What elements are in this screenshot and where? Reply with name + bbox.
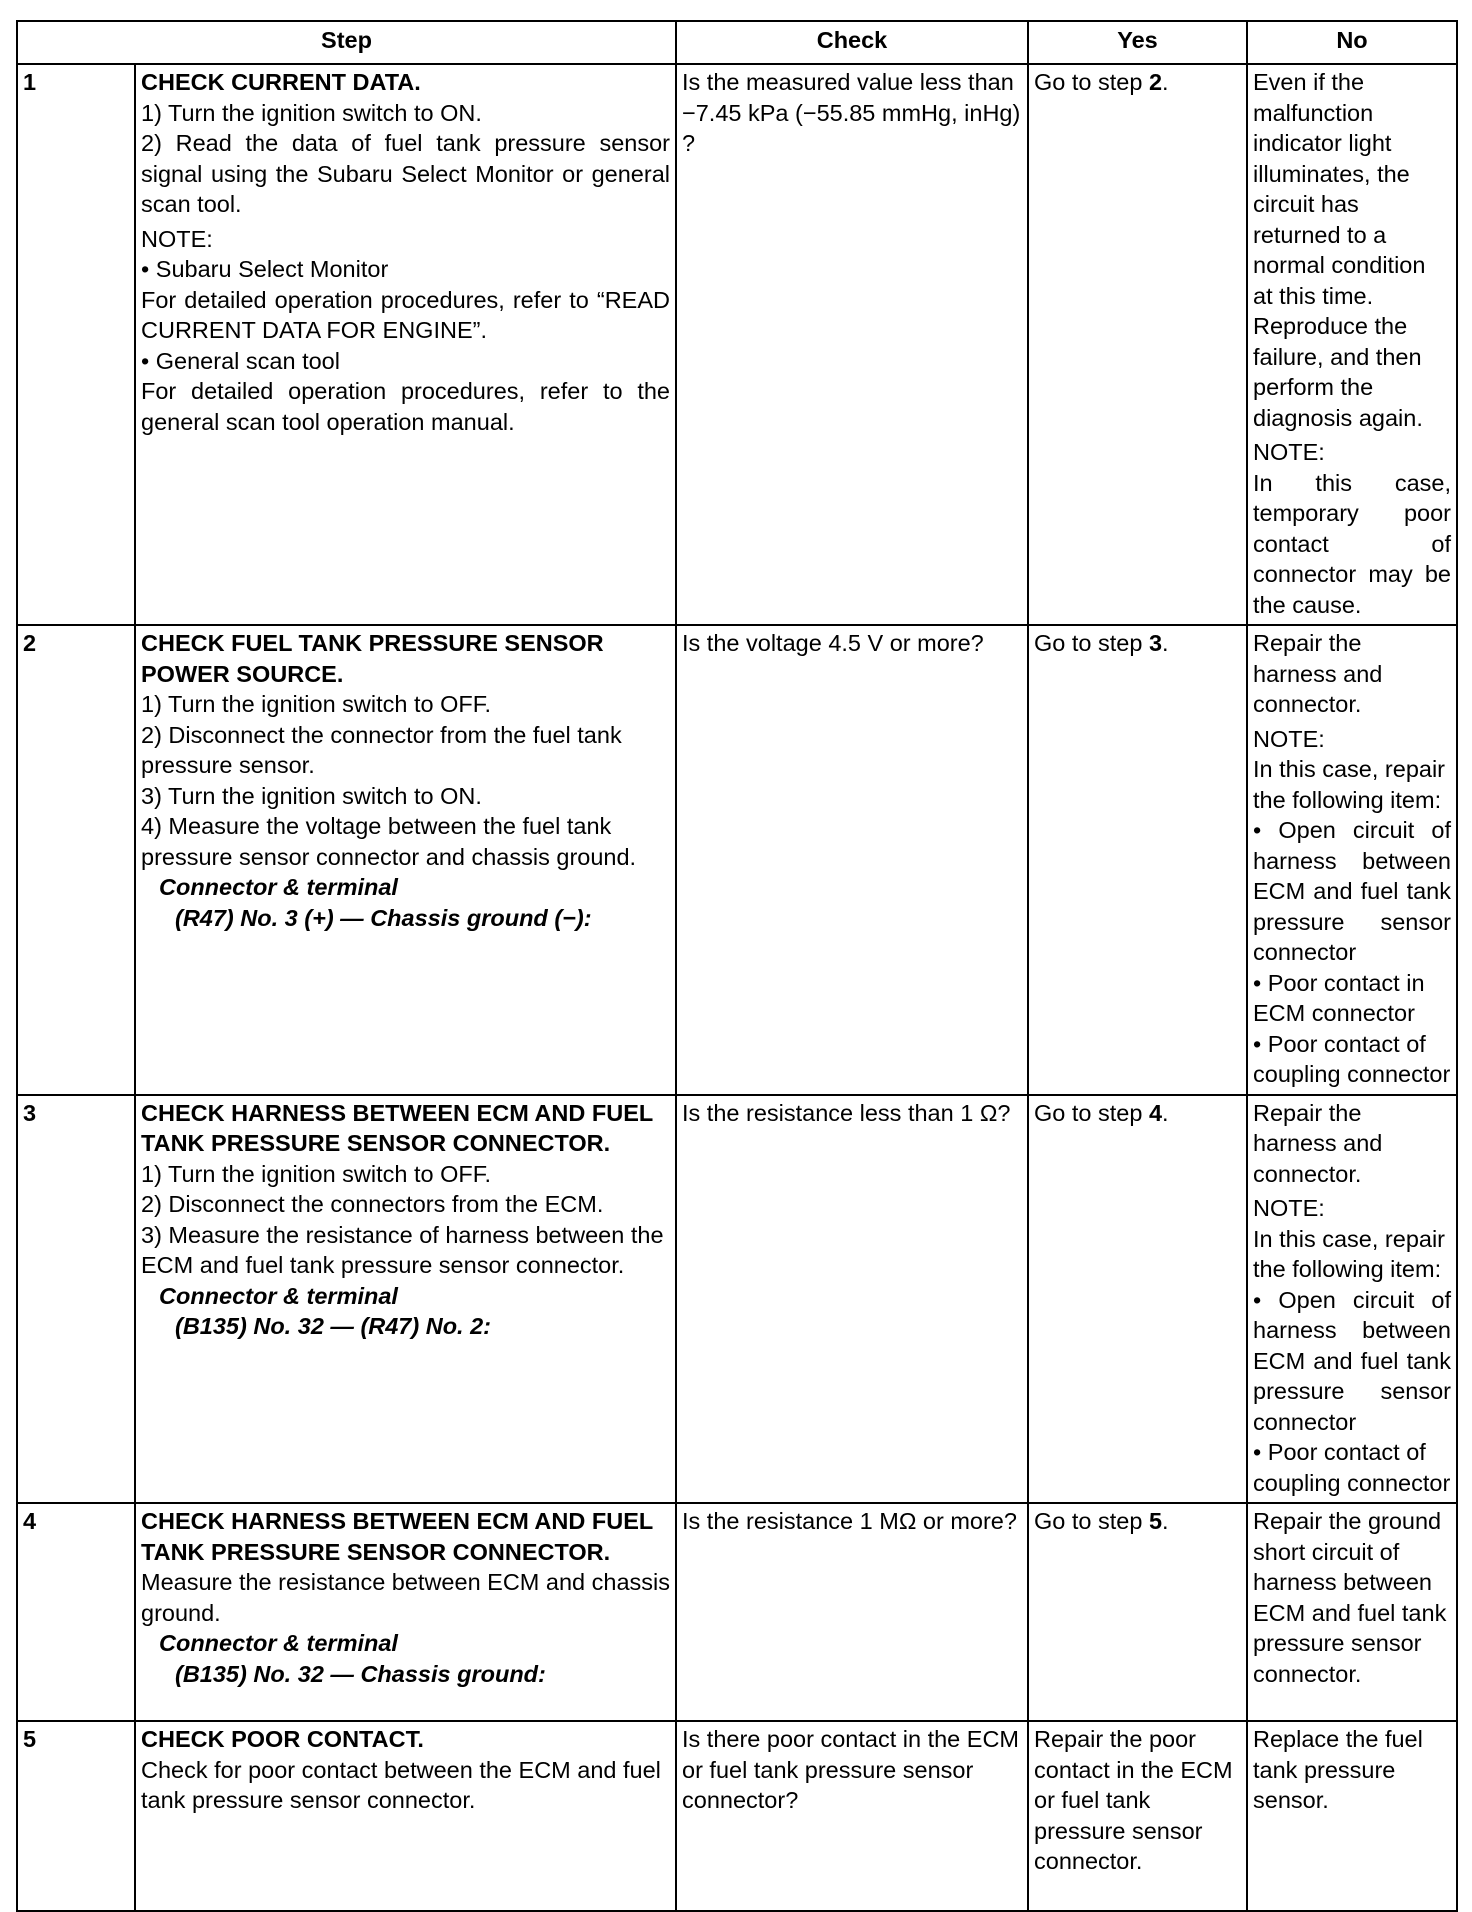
step-line: 1) Turn the ignition switch to OFF. [141, 1160, 492, 1187]
no-note-text: In this case, repair the following item: [1253, 756, 1446, 813]
yes-cell [1028, 625, 1247, 1095]
no-cell [1247, 1503, 1457, 1721]
spec-value: (R47) No. 3 (+) — Chassis ground (−): [175, 904, 592, 931]
yes-prefix: Go to step [1034, 1508, 1149, 1534]
step-line: 2) Disconnect the connectors from the ECM. [141, 1191, 604, 1217]
no-note-label: NOTE: [1253, 725, 1325, 752]
table-row [17, 1095, 1457, 1504]
step-line: 1) Turn the ignition switch to OFF. [141, 691, 492, 717]
yes-step-link: 2 [1148, 69, 1163, 95]
step-title: CHECK POOR CONTACT. [141, 1726, 424, 1752]
yes-step-link: 4 [1148, 1099, 1163, 1126]
step-description [135, 1095, 676, 1504]
step-number: 2 [17, 625, 135, 1095]
header-check: Check [676, 21, 1028, 64]
step-number: 5 [17, 1721, 135, 1911]
no-cell [1247, 64, 1457, 625]
table-header-row [17, 21, 1457, 64]
note-bullet: • General scan tool [141, 346, 670, 377]
check-cell: Is the measured value less than −7.45 kPa (−55.85 mmHg, inHg) ? [676, 64, 1028, 625]
note-text: For detailed operation procedures, refer to “READ CURRENT DATA FOR ENGINE”. [141, 286, 670, 343]
step-line: 4) Measure the voltage between the fuel tank pressure sensor connector and chassis ground. [141, 813, 637, 870]
spec-value: (B135) No. 32 — (R47) No. 2: [175, 1313, 492, 1339]
no-text: Replace the fuel tank pressure sensor. [1253, 1726, 1423, 1813]
yes-cell [1028, 1095, 1247, 1504]
step-line: Check for poor contact between the ECM and fuel tank pressure sensor connector. [141, 1756, 661, 1813]
check-cell: Is the resistance 1 MΩ or more? [676, 1503, 1028, 1721]
step-title: CHECK HARNESS BETWEEN ECM AND FUEL TANK PRESSURE SENSOR CONNECTOR. [141, 1099, 653, 1156]
yes-prefix: Go to step [1034, 69, 1149, 95]
no-note-label: NOTE: [1253, 439, 1325, 465]
step-description [135, 1503, 676, 1721]
header-step: Step [17, 21, 676, 64]
step-line: 2) Read the data of fuel tank pressure sensor signal using the Subaru Select Monitor or general scan tool. [141, 130, 670, 217]
yes-suffix: . [1162, 1099, 1169, 1126]
no-text: Repair the harness and connector. [1253, 1099, 1383, 1187]
check-cell: Is the voltage 4.5 V or more? [676, 625, 1028, 1095]
step-line: Measure the resistance between ECM and chassis ground. [141, 1569, 671, 1626]
check-cell: Is there poor contact in the ECM or fuel tank pressure sensor connector? [676, 1721, 1028, 1911]
step-number: 3 [17, 1095, 135, 1504]
yes-step-link: 3 [1148, 630, 1163, 656]
yes-cell: Repair the poor contact in the ECM or fuel tank pressure sensor connector. [1028, 1721, 1247, 1911]
yes-suffix: . [1162, 630, 1169, 656]
table-row [17, 1721, 1457, 1911]
no-note-text: In this case, repair the following item: [1253, 1225, 1446, 1282]
step-line: 3) Turn the ignition switch to ON. [141, 782, 482, 809]
yes-suffix: . [1162, 1508, 1169, 1534]
spec-label: Connector & terminal [159, 1282, 398, 1309]
no-cell [1247, 1095, 1457, 1504]
step-description [135, 625, 676, 1095]
table-row [17, 64, 1457, 625]
step-line: 3) Measure the resistance of harness between the ECM and fuel tank pressure sensor connector. [141, 1221, 664, 1278]
header-no: No [1247, 21, 1457, 64]
no-cell [1247, 625, 1457, 1095]
no-bullet: • Poor contact of coupling connector [1253, 1437, 1451, 1498]
no-note-label: NOTE: [1253, 1195, 1325, 1221]
table-row [17, 1503, 1457, 1721]
yes-step-link: 5 [1148, 1508, 1163, 1534]
note-label: NOTE: [141, 225, 213, 252]
no-cell [1247, 1721, 1457, 1911]
yes-prefix: Go to step [1034, 630, 1149, 656]
step-line: 1) Turn the ignition switch to ON. [141, 99, 482, 126]
spec-label: Connector & terminal [159, 1630, 398, 1656]
step-title: CHECK CURRENT DATA. [141, 69, 421, 95]
no-bullet: • Poor contact in ECM connector [1253, 968, 1451, 1029]
no-text: Repair the harness and connector. [1253, 630, 1383, 717]
step-number: 1 [17, 64, 135, 625]
header-yes: Yes [1028, 21, 1247, 64]
spec-value: (B135) No. 32 — Chassis ground: [175, 1660, 546, 1687]
table-row [17, 625, 1457, 1095]
no-bullet: • Open circuit of harness between ECM and fuel tank pressure sensor connector [1253, 815, 1451, 968]
no-text: Repair the ground short circuit of harness between ECM and fuel tank pressure sensor connector. [1253, 1508, 1447, 1687]
yes-prefix: Go to step [1034, 1099, 1149, 1126]
no-note-text: In this case, temporary poor contact of connector may be the cause. [1253, 469, 1451, 618]
step-description [135, 1721, 676, 1911]
yes-cell [1028, 1503, 1247, 1721]
step-title: CHECK FUEL TANK PRESSURE SENSOR POWER SOURCE. [141, 630, 604, 687]
check-cell: Is the resistance less than 1 Ω? [676, 1095, 1028, 1504]
no-bullet: • Open circuit of harness between ECM and fuel tank pressure sensor connector [1253, 1285, 1451, 1438]
yes-cell [1028, 64, 1247, 625]
no-text: Even if the malfunction indicator light illuminates, the circuit has returned to a normal condition at this time. Reproduce the failure, and then perform the diagnosis again. [1253, 69, 1426, 431]
step-line: 2) Disconnect the connector from the fuel tank pressure sensor. [141, 721, 622, 778]
step-description [135, 64, 676, 625]
note-bullet: • Subaru Select Monitor [141, 254, 670, 285]
no-bullet: • Poor contact of coupling connector [1253, 1029, 1451, 1090]
spec-label: Connector & terminal [159, 874, 398, 900]
step-number: 4 [17, 1503, 135, 1721]
note-text: For detailed operation procedures, refer to the general scan tool operation manual. [141, 378, 670, 435]
step-title: CHECK HARNESS BETWEEN ECM AND FUEL TANK PRESSURE SENSOR CONNECTOR. [141, 1508, 653, 1565]
diagnostic-table [16, 20, 1458, 1912]
yes-suffix: . [1162, 69, 1169, 95]
